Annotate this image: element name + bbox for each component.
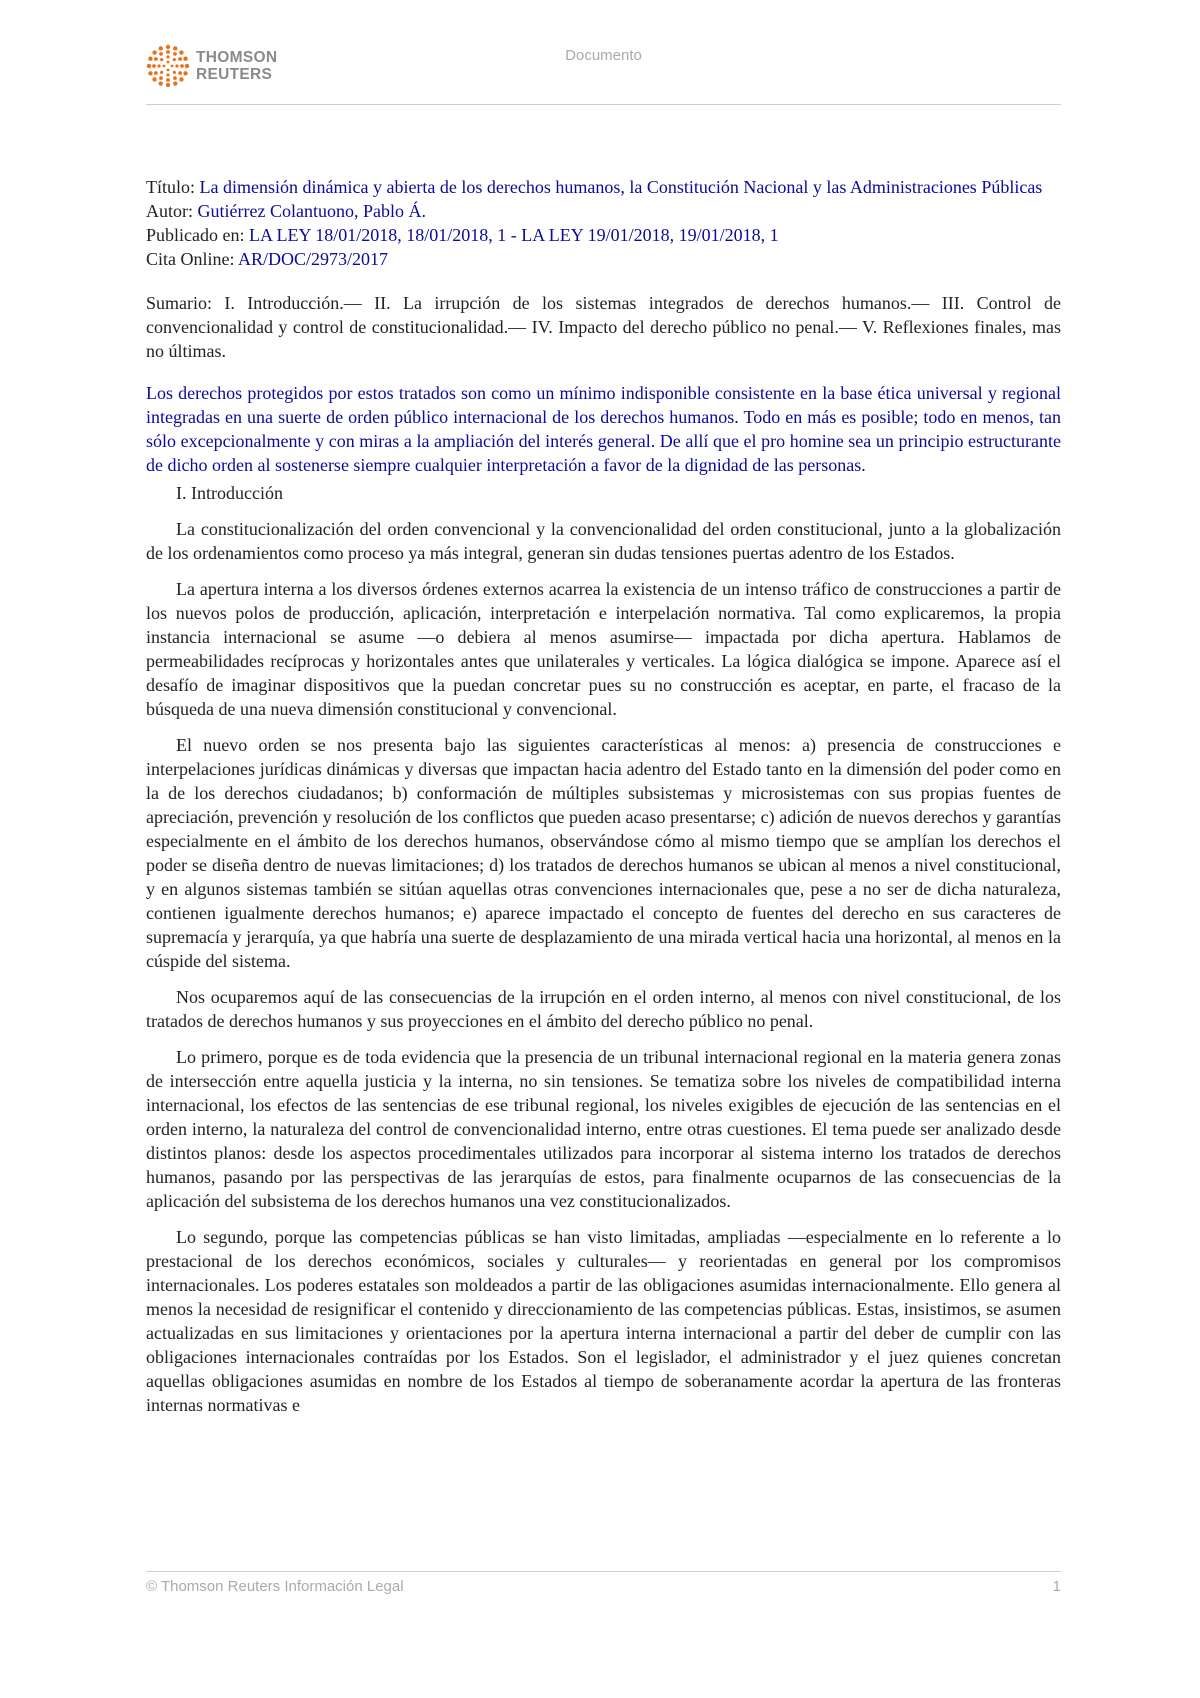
title-label: Título: [146, 177, 195, 197]
paragraph: El nuevo orden se nos presenta bajo las siguientes características al menos: a) presencia de construcciones e interpelaciones jurídicas dinámicas y diversas que impactan hacia adentro del Estado tanto en la dimensión del poder como en la de los derechos ciudadanos; b) conformación de múltiples subsistemas y microsistemas con sus propias fuentes de apreciación, prevención y resolución de los conflictos que pueden acaso presentarse; c) adición de nuevos derechos y garantías especialmente en el ámbito de los derechos humanos, observándose cómo al mismo tiempo que se amplían los derechos el poder se diseña dentro de nuevas limitaciones; d) los tratados de derechos humanos se ubican al menos a nivel constitucional, y en algunos sistemas también se sitúan aquellas otras convenciones internacionales que, pese a no ser de dicha naturaleza, contienen igualmente derechos humanos; e) aparece impactado el concepto de fuentes del derecho en sus caracteres de supremacía y jerarquía, ya que habría una suerte de desplazamiento de una mirada vertical hacia una horizontal, al menos en la cúspide del sistema. [146, 735, 1061, 971]
logo-line-1: THOMSON [196, 49, 278, 66]
logo-line-2: REUTERS [196, 66, 273, 83]
page-number: 1 [1052, 1578, 1061, 1595]
cita-value: AR/DOC/2973/2017 [238, 249, 389, 269]
paragraph: La constitucionalización del orden convencional y la convencionalidad del orden constitucional, junto a la globalización de los ordenamientos como proceso ya más integral, generan sin dudas tensiones puertas adentro de los Estados. [146, 519, 1061, 563]
document-label: Documento [565, 47, 642, 64]
paragraph: La apertura interna a los diversos órdenes externos acarrea la existencia de un intenso tráfico de construcciones a partir de los nuevos polos de producción, aplicación, interpretación e interpelación normativa. Tal como explicaremos, la propia instancia internacional se asume —o debiera al menos asumirse— impactada por dicha apertura. Hablamos de permeabilidades recíprocas y horizontales antes que unilaterales y verticales. La lógica dialógica se impone. Aparece así el desafío de imaginar dispositivos que la puedan concretar pues su no construcción es aceptar, en parte, el fracaso de la búsqueda de una nueva dimensión constitucional y convencional. [146, 579, 1061, 719]
document-body [146, 175, 1061, 1417]
published-value: LA LEY 18/01/2018, 18/01/2018, 1 - LA LEY 19/01/2018, 19/01/2018, 1 [248, 225, 779, 245]
title-line [146, 175, 1061, 199]
abstract: Los derechos protegidos por estos tratados son como un mínimo indisponible consistente en la base ética universal y regional integradas en una suerte de orden público internacional de los derechos humanos. Todo en más es posible; todo en menos, tan sólo excepcionalmente y con miras a la ampliación del interés general. De allí que el pro homine sea un principio estructurante de dicho orden al sostenerse siempre cualquier interpretación a favor de la dignidad de las personas. [146, 383, 1061, 475]
author-label: Autor: [146, 201, 193, 221]
paragraph: Lo primero, porque es de toda evidencia que la presencia de un tribunal internacional regional en la materia genera zonas de intersección entre aquella justicia y la interna, no sin tensiones. Se tematiza sobre los niveles de compatibilidad interna internacional, los efectos de las sentencias de ese tribunal regional, los niveles exigibles de ejecución de las sentencias en el orden interno, la naturaleza del control de convencionalidad interno, entre otras cuestiones. El tema puede ser analizado desde distintos planos: desde los aspectos procedimentales utilizados para incorporar al sistema interno los tratados de derechos humanos, pasando por las perspectivas de las jerarquías de estos, para finalmente ocuparnos de las consecuencias de la aplicación del subsistema de los derechos humanos una vez constitucionalizados. [146, 1047, 1061, 1211]
published-label: Publicado en: [146, 225, 245, 245]
cita-line [146, 247, 1061, 271]
paragraph: Nos ocuparemos aquí de las consecuencias de la irrupción en el orden interno, al menos con nivel constitucional, de los tratados de derechos humanos y sus proyecciones en el ámbito del derecho público no penal. [146, 987, 1061, 1031]
cita-label: Cita Online: [146, 249, 235, 269]
document-metadata [146, 175, 1061, 271]
published-line [146, 223, 1061, 247]
paragraph: Lo segundo, porque las competencias públicas se han visto limitadas, ampliadas —especialmente en lo referente a lo prestacional de los derechos económicos, sociales y culturales— y reorientadas en general por los compromisos internacionales. Los poderes estatales son moldeados a partir de las obligaciones asumidas internacionalmente. Ello genera al menos la necesidad de resignificar el contenido y direccionamiento de las competencias públicas. Estas, insistimos, se asumen actualizadas en sus limitaciones y orientaciones por la apertura interna internacional a partir del deber de cumplir con las obligaciones internacionales contraídas por los Estados. Son el legislador, el administrador y el juez quienes concretan aquellas obligaciones asumidas en nombre de los Estados al tiempo de soberanamente acordar la apertura de las fronteras internas normativas e [146, 1227, 1061, 1415]
author-line [146, 199, 1061, 223]
section-heading: I. Introducción [176, 483, 283, 503]
page-footer [146, 1571, 1061, 1595]
footer-copyright: © Thomson Reuters Información Legal [146, 1578, 404, 1595]
title-value: La dimensión dinámica y abierta de los derechos humanos, la Constitución Nacional y las Administraciones Públicas [199, 177, 1043, 197]
author-value: Gutiérrez Colantuono, Pablo Á. [197, 201, 426, 221]
page-header [146, 40, 1061, 105]
summary: Sumario: I. Introducción.— II. La irrupción de los sistemas integrados de derechos humanos.— III. Control de convencionalidad y control de constitucionalidad.— IV. Impacto del derecho público no penal.— V. Reflexiones finales, mas no últimas. [146, 293, 1061, 361]
